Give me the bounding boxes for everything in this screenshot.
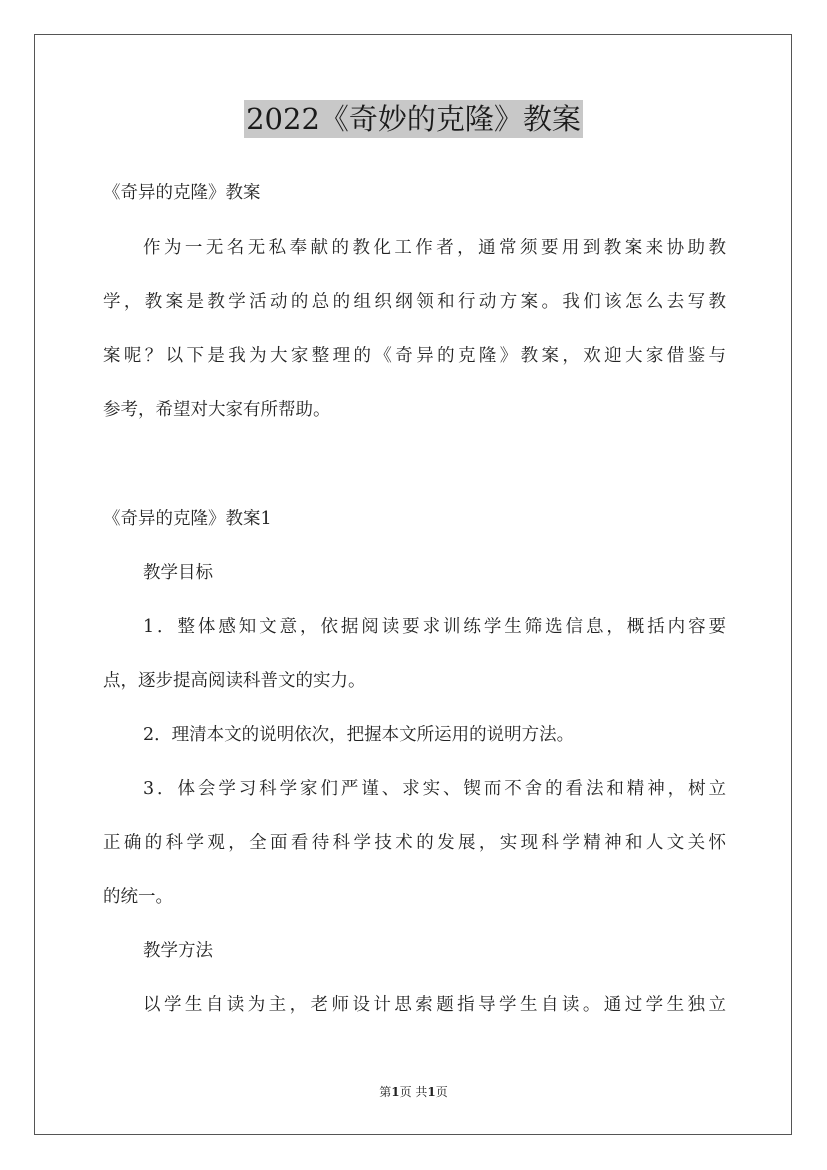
footer-page-total: 1 bbox=[427, 1085, 436, 1099]
paragraph-line: 参考，希望对大家有所帮助。 bbox=[103, 400, 331, 420]
paragraph-line: 的统一。 bbox=[103, 887, 173, 907]
subsection-heading: 教学方法 bbox=[143, 941, 213, 961]
paragraph-line: 作为一无名无私奉献的教化工作者，通常须要用到教案来协助教 bbox=[143, 238, 726, 258]
paragraph-line: 2．理清本文的说明依次，把握本文所运用的说明方法。 bbox=[143, 725, 575, 745]
footer-text: 页 共 bbox=[399, 1085, 428, 1099]
subtitle-line: 《奇异的克隆》教案 bbox=[103, 183, 261, 203]
paragraph-line: 案呢？以下是我为大家整理的《奇异的克隆》教案，欢迎大家借鉴与 bbox=[103, 346, 726, 366]
footer-text: 页 bbox=[435, 1085, 448, 1099]
document-title bbox=[0, 100, 827, 138]
paragraph-line: 3．体会学习科学家们严谨、求实、锲而不舍的看法和精神，树立 bbox=[143, 779, 726, 799]
paragraph-line: 学，教案是教学活动的总的组织纲领和行动方案。我们该怎么去写教 bbox=[103, 292, 726, 312]
paragraph-line: 以学生自读为主，老师设计思索题指导学生自读。通过学生独立 bbox=[143, 995, 726, 1015]
section-heading: 《奇异的克隆》教案1 bbox=[103, 509, 272, 529]
subsection-heading: 教学目标 bbox=[143, 563, 213, 583]
footer-text: 第 bbox=[379, 1085, 392, 1099]
paragraph-line: 正确的科学观，全面看待科学技术的发展，实现科学精神和人文关怀 bbox=[103, 833, 726, 853]
paragraph-line: 1．整体感知文意，依据阅读要求训练学生筛选信息，概括内容要 bbox=[143, 617, 726, 637]
page-footer bbox=[0, 1083, 827, 1100]
paragraph-line: 点，逐步提高阅读科普文的实力。 bbox=[103, 671, 366, 691]
document-title-text: 2022《奇妙的克隆》教案 bbox=[246, 102, 581, 136]
footer-page-number: 1 bbox=[391, 1085, 400, 1099]
